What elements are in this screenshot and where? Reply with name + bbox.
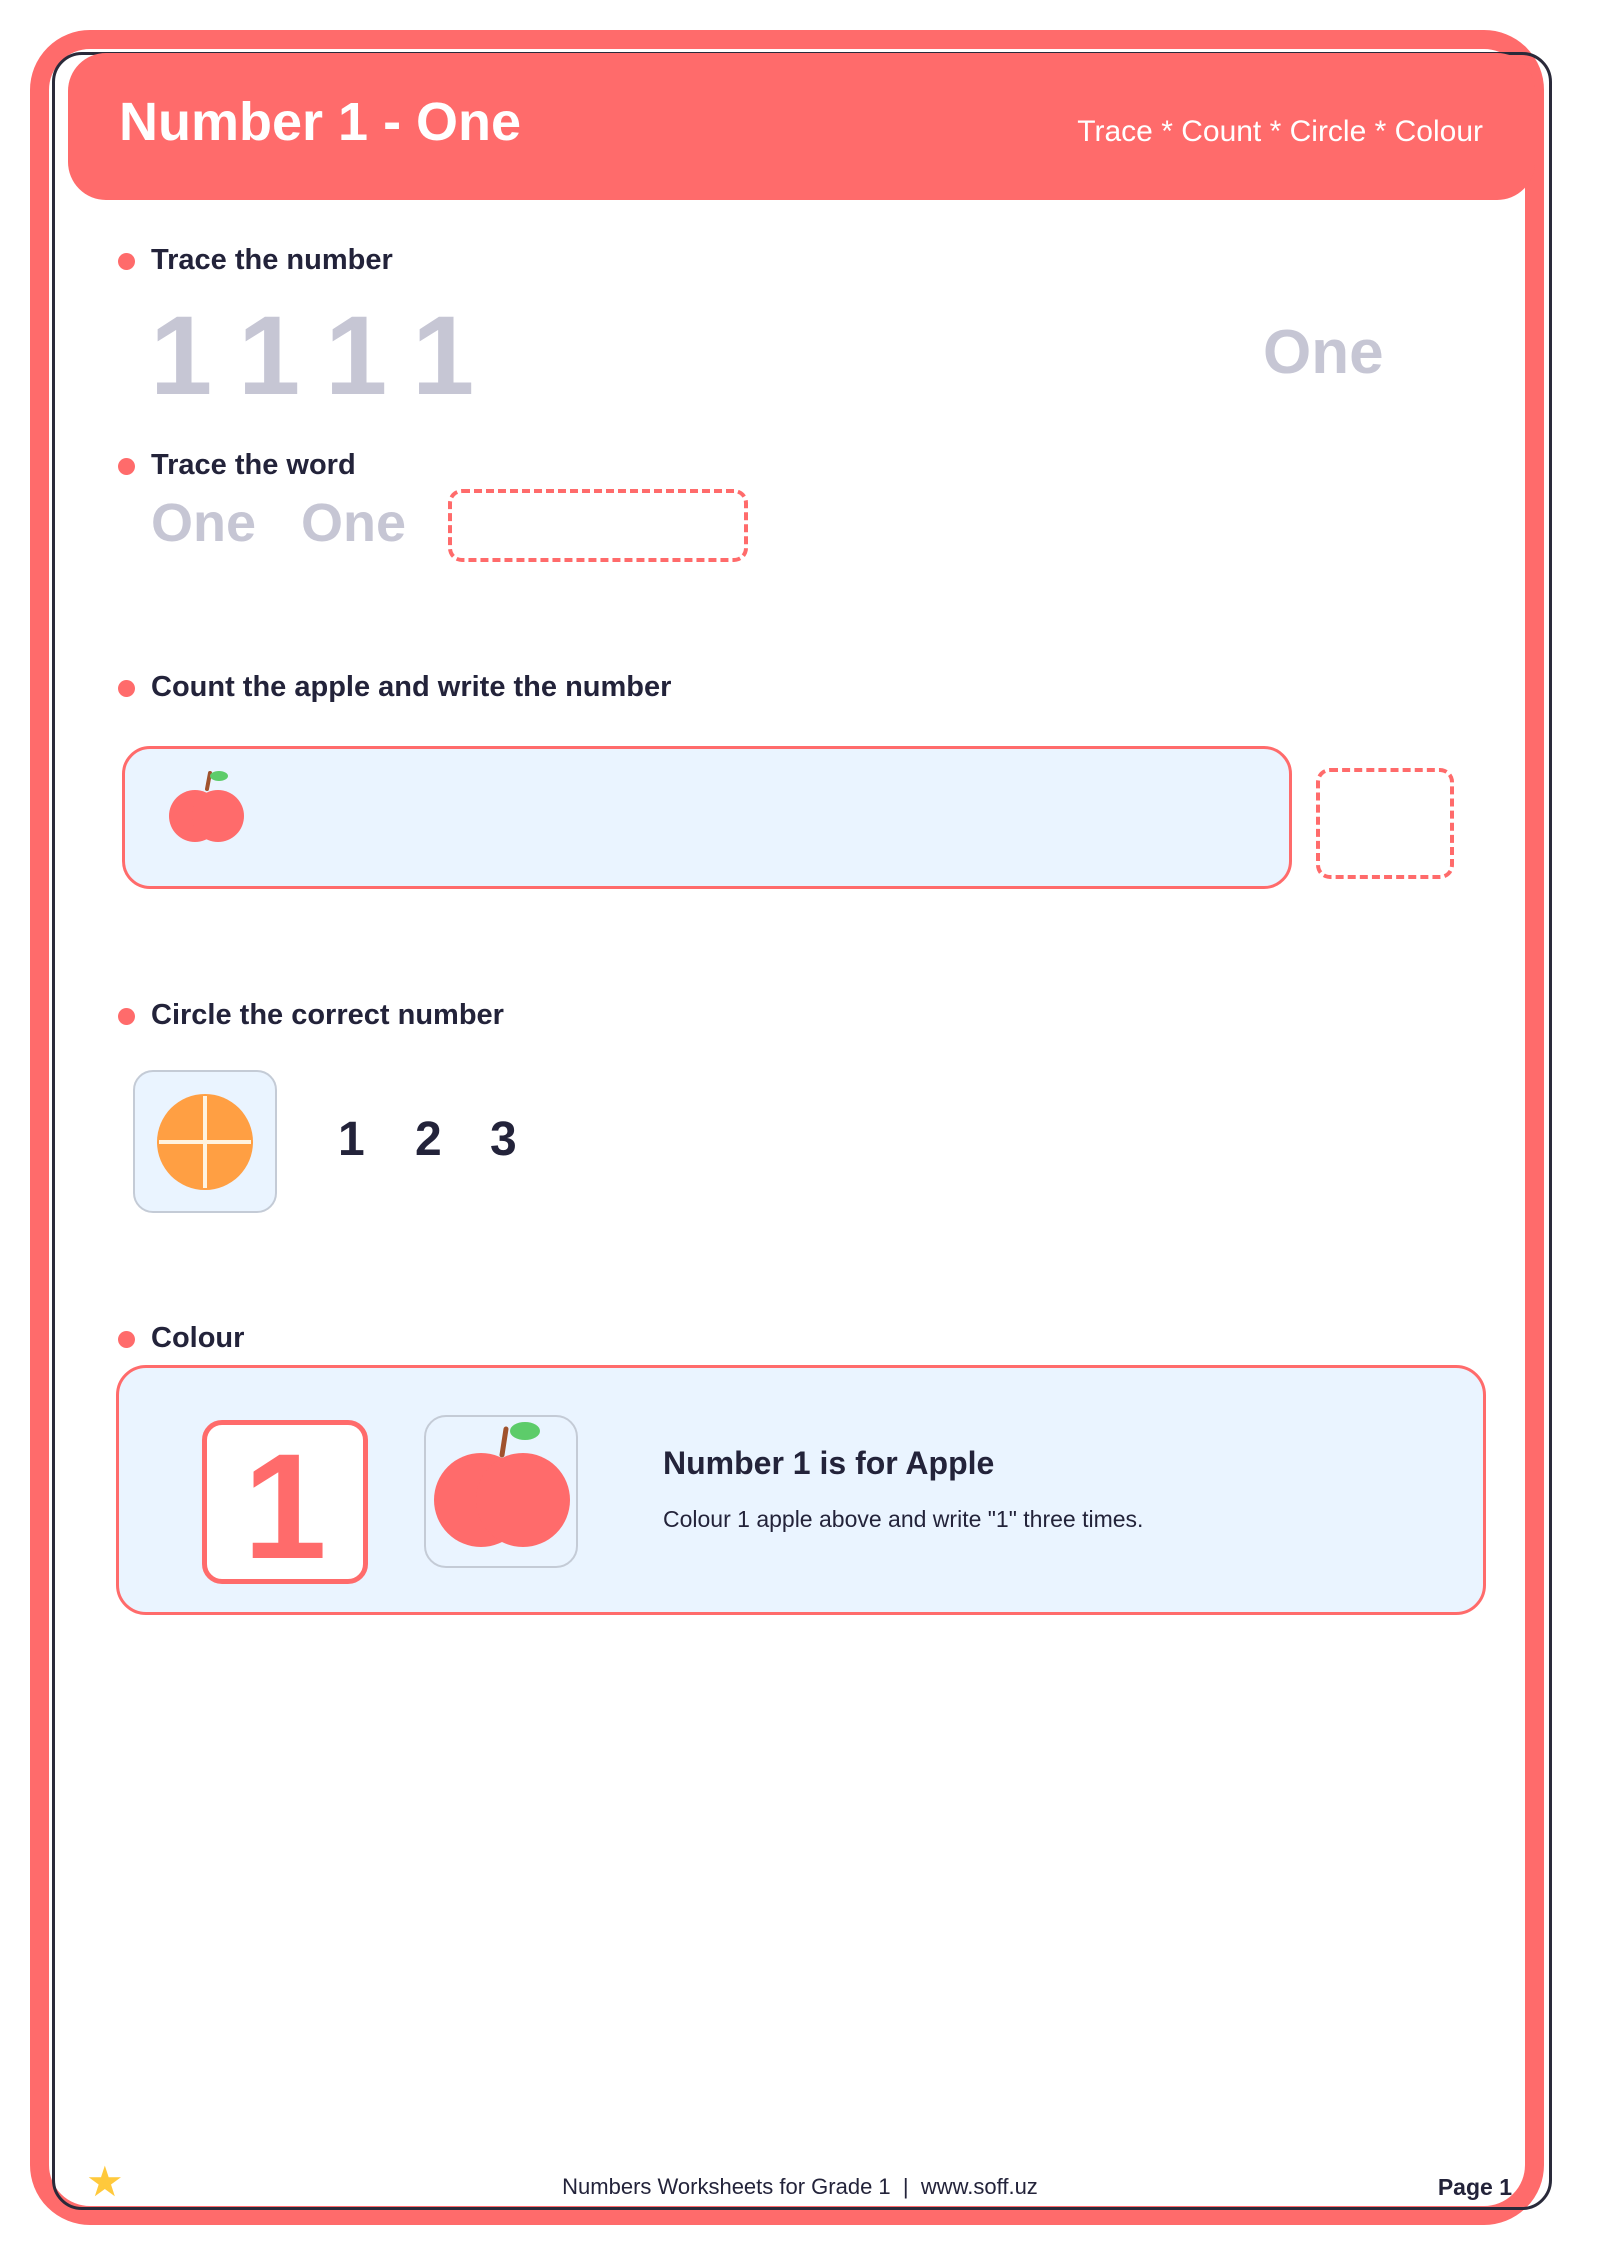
section-bullet — [118, 458, 135, 475]
colour-number-box[interactable] — [202, 1420, 368, 1590]
apple-colour-card[interactable] — [424, 1415, 578, 1568]
trace-digit: 1 — [150, 293, 213, 418]
orange-card — [133, 1070, 277, 1213]
number-choice[interactable]: 1 — [338, 1113, 365, 1166]
orange-icon — [153, 1090, 257, 1194]
apple-count-panel — [122, 746, 1292, 889]
colour-number: 1 — [243, 1422, 327, 1590]
page-subtitle: Trace * Count * Circle * Colour — [1077, 115, 1483, 148]
footer-text: Numbers Worksheets for Grade 1 | www.soff.uz — [562, 2174, 1038, 2199]
section-title-trace-number: Trace the number — [151, 244, 393, 276]
trace-word: One — [151, 493, 257, 553]
header-banner — [68, 53, 1535, 200]
trace-digit: 1 — [238, 293, 301, 418]
star-icon: ★ — [86, 2158, 124, 2205]
trace-digit: 1 — [412, 293, 475, 418]
number-choice[interactable]: 3 — [490, 1113, 517, 1166]
page-title: Number 1 - One — [119, 92, 522, 152]
section-bullet — [118, 1331, 135, 1348]
section-bullet — [118, 680, 135, 697]
section-bullet — [118, 1008, 135, 1025]
section-title-trace-word: Trace the word — [151, 449, 356, 481]
page-number: Page 1 — [1437, 2174, 1512, 2200]
count-answer-box[interactable] — [1316, 768, 1454, 879]
number-choice[interactable]: 2 — [415, 1113, 442, 1166]
trace-digit: 1 — [325, 293, 388, 418]
section-title-colour: Colour — [151, 1322, 245, 1354]
section-title-count: Count the apple and write the number — [151, 671, 672, 703]
colour-info-text: Colour 1 apple above and write "1" three times. — [663, 1506, 1144, 1532]
trace-number-word: One — [1263, 318, 1384, 387]
word-writing-box[interactable] — [448, 489, 748, 562]
colour-info-title: Number 1 is for Apple — [663, 1445, 995, 1481]
section-title-circle: Circle the correct number — [151, 999, 504, 1031]
section-bullet — [118, 253, 135, 270]
apple-icon — [163, 763, 253, 853]
apple-icon — [426, 1417, 576, 1567]
trace-word: One — [301, 493, 407, 553]
